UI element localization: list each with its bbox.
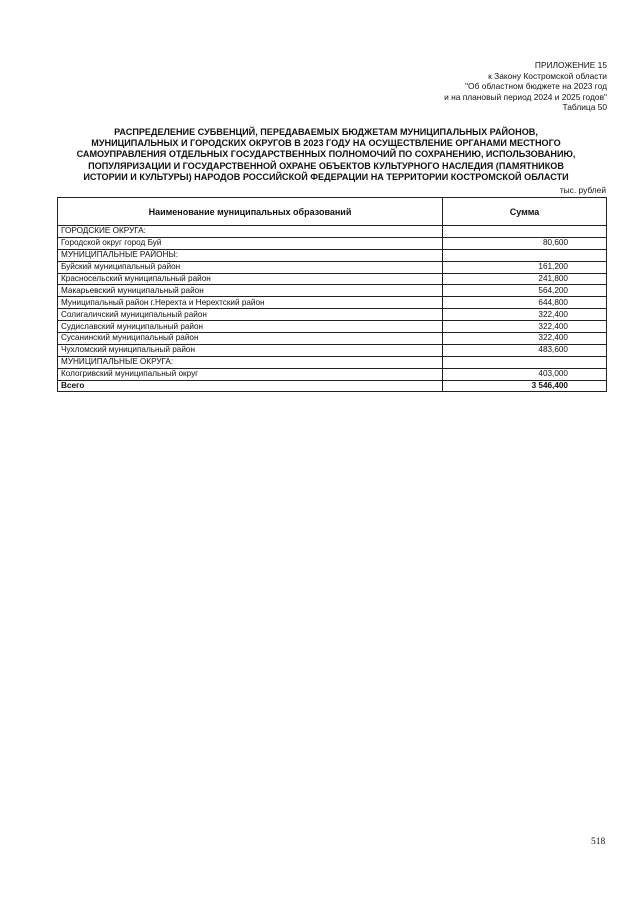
table-row xyxy=(58,273,607,285)
row-name: Муниципальный район г.Нерехта и Нерехтский район xyxy=(58,297,443,309)
table-row xyxy=(58,249,607,261)
row-name: Кологривский муниципальный округ xyxy=(58,368,443,380)
table-header-row xyxy=(58,198,607,226)
appendix-number: ПРИЛОЖЕНИЕ 15 xyxy=(534,60,607,70)
title-line-1: РАСПРЕДЕЛЕНИЕ СУБВЕНЦИЙ, ПЕРЕДАВАЕМЫХ БЮДЖЕТАМ МУНИЦИПАЛЬНЫХ РАЙОНОВ, xyxy=(114,127,538,137)
row-name: МУНИЦИПАЛЬНЫЕ РАЙОНЫ: xyxy=(58,249,443,261)
table-row xyxy=(58,321,607,333)
table-row xyxy=(58,297,607,309)
row-name: Городской округ город Буй xyxy=(58,237,443,249)
row-sum: 644,800 xyxy=(443,297,607,309)
row-sum: 322,400 xyxy=(443,321,607,333)
row-sum: 322,400 xyxy=(443,333,607,345)
total-sum: 3 546,400 xyxy=(443,380,607,392)
table-row xyxy=(58,368,607,380)
table-row xyxy=(58,237,607,249)
row-sum: 403,000 xyxy=(443,368,607,380)
row-name: ГОРОДСКИЕ ОКРУГА: xyxy=(58,226,443,238)
row-name: Красносельский муниципальный район xyxy=(58,273,443,285)
row-name: МУНИЦИПАЛЬНЫЕ ОКРУГА: xyxy=(58,356,443,368)
row-sum: 241,800 xyxy=(443,273,607,285)
row-sum xyxy=(443,356,607,368)
row-sum xyxy=(443,249,607,261)
document-title xyxy=(48,127,604,183)
row-sum: 322,400 xyxy=(443,309,607,321)
row-sum: 80,600 xyxy=(443,237,607,249)
appendix-law-reference: к Закону Костромской области xyxy=(488,70,607,81)
appendix-header xyxy=(444,60,607,113)
header-name: Наименование муниципальных образований xyxy=(58,198,443,226)
title-line-3: САМОУПРАВЛЕНИЯ ОТДЕЛЬНЫХ ГОСУДАРСТВЕННЫХ ПОЛНОМОЧИЙ ПО СОХРАНЕНИЮ, ИСПОЛЬЗОВАНИЮ, xyxy=(76,149,576,160)
table-row xyxy=(58,344,607,356)
title-line-4: ПОПУЛЯРИЗАЦИИ И ГОСУДАРСТВЕННОЙ ОХРАНЕ ОБЪЕКТОВ КУЛЬТУРНОГО НАСЛЕДИЯ (ПАМЯТНИКОВ xyxy=(88,160,564,171)
table-row xyxy=(58,356,607,368)
row-name: Судиславский муниципальный район xyxy=(58,321,443,333)
distribution-table xyxy=(57,197,607,392)
title-line-2: МУНИЦИПАЛЬНЫХ И ГОРОДСКИХ ОКРУГОВ В 2023 ГОДУ НА ОСУЩЕСТВЛЕНИЕ ОРГАНАМИ МЕСТНОГО xyxy=(91,138,561,149)
row-name: Солигаличский муниципальный район xyxy=(58,309,443,321)
total-row xyxy=(58,380,607,392)
row-sum: 564,200 xyxy=(443,285,607,297)
row-name: Чухломский муниципальный район xyxy=(58,344,443,356)
table-row xyxy=(58,285,607,297)
row-name: Макарьевский муниципальный район xyxy=(58,285,443,297)
row-sum: 483,600 xyxy=(443,344,607,356)
table-number: Таблица 50 xyxy=(562,102,607,113)
total-label: Всего xyxy=(58,380,443,392)
table-row xyxy=(58,333,607,345)
row-sum: 161,200 xyxy=(443,261,607,273)
page-number: 518 xyxy=(591,837,606,847)
units-label: тыс. рублей xyxy=(559,185,606,195)
table-row xyxy=(58,226,607,238)
header-sum: Сумма xyxy=(443,198,607,226)
table-row xyxy=(58,261,607,273)
appendix-law-period: и на плановый период 2024 и 2025 годов" xyxy=(444,91,607,102)
row-sum xyxy=(443,226,607,238)
appendix-law-title: "Об областном бюджете на 2023 год xyxy=(465,81,607,92)
title-line-5: ИСТОРИИ И КУЛЬТУРЫ) НАРОДОВ РОССИЙСКОЙ ФЕДЕРАЦИИ НА ТЕРРИТОРИИ КОСТРОМСКОЙ ОБЛАСТИ xyxy=(83,171,569,182)
row-name: Сусанинский муниципальный район xyxy=(58,333,443,345)
table-row xyxy=(58,309,607,321)
row-name: Буйский муниципальный район xyxy=(58,261,443,273)
